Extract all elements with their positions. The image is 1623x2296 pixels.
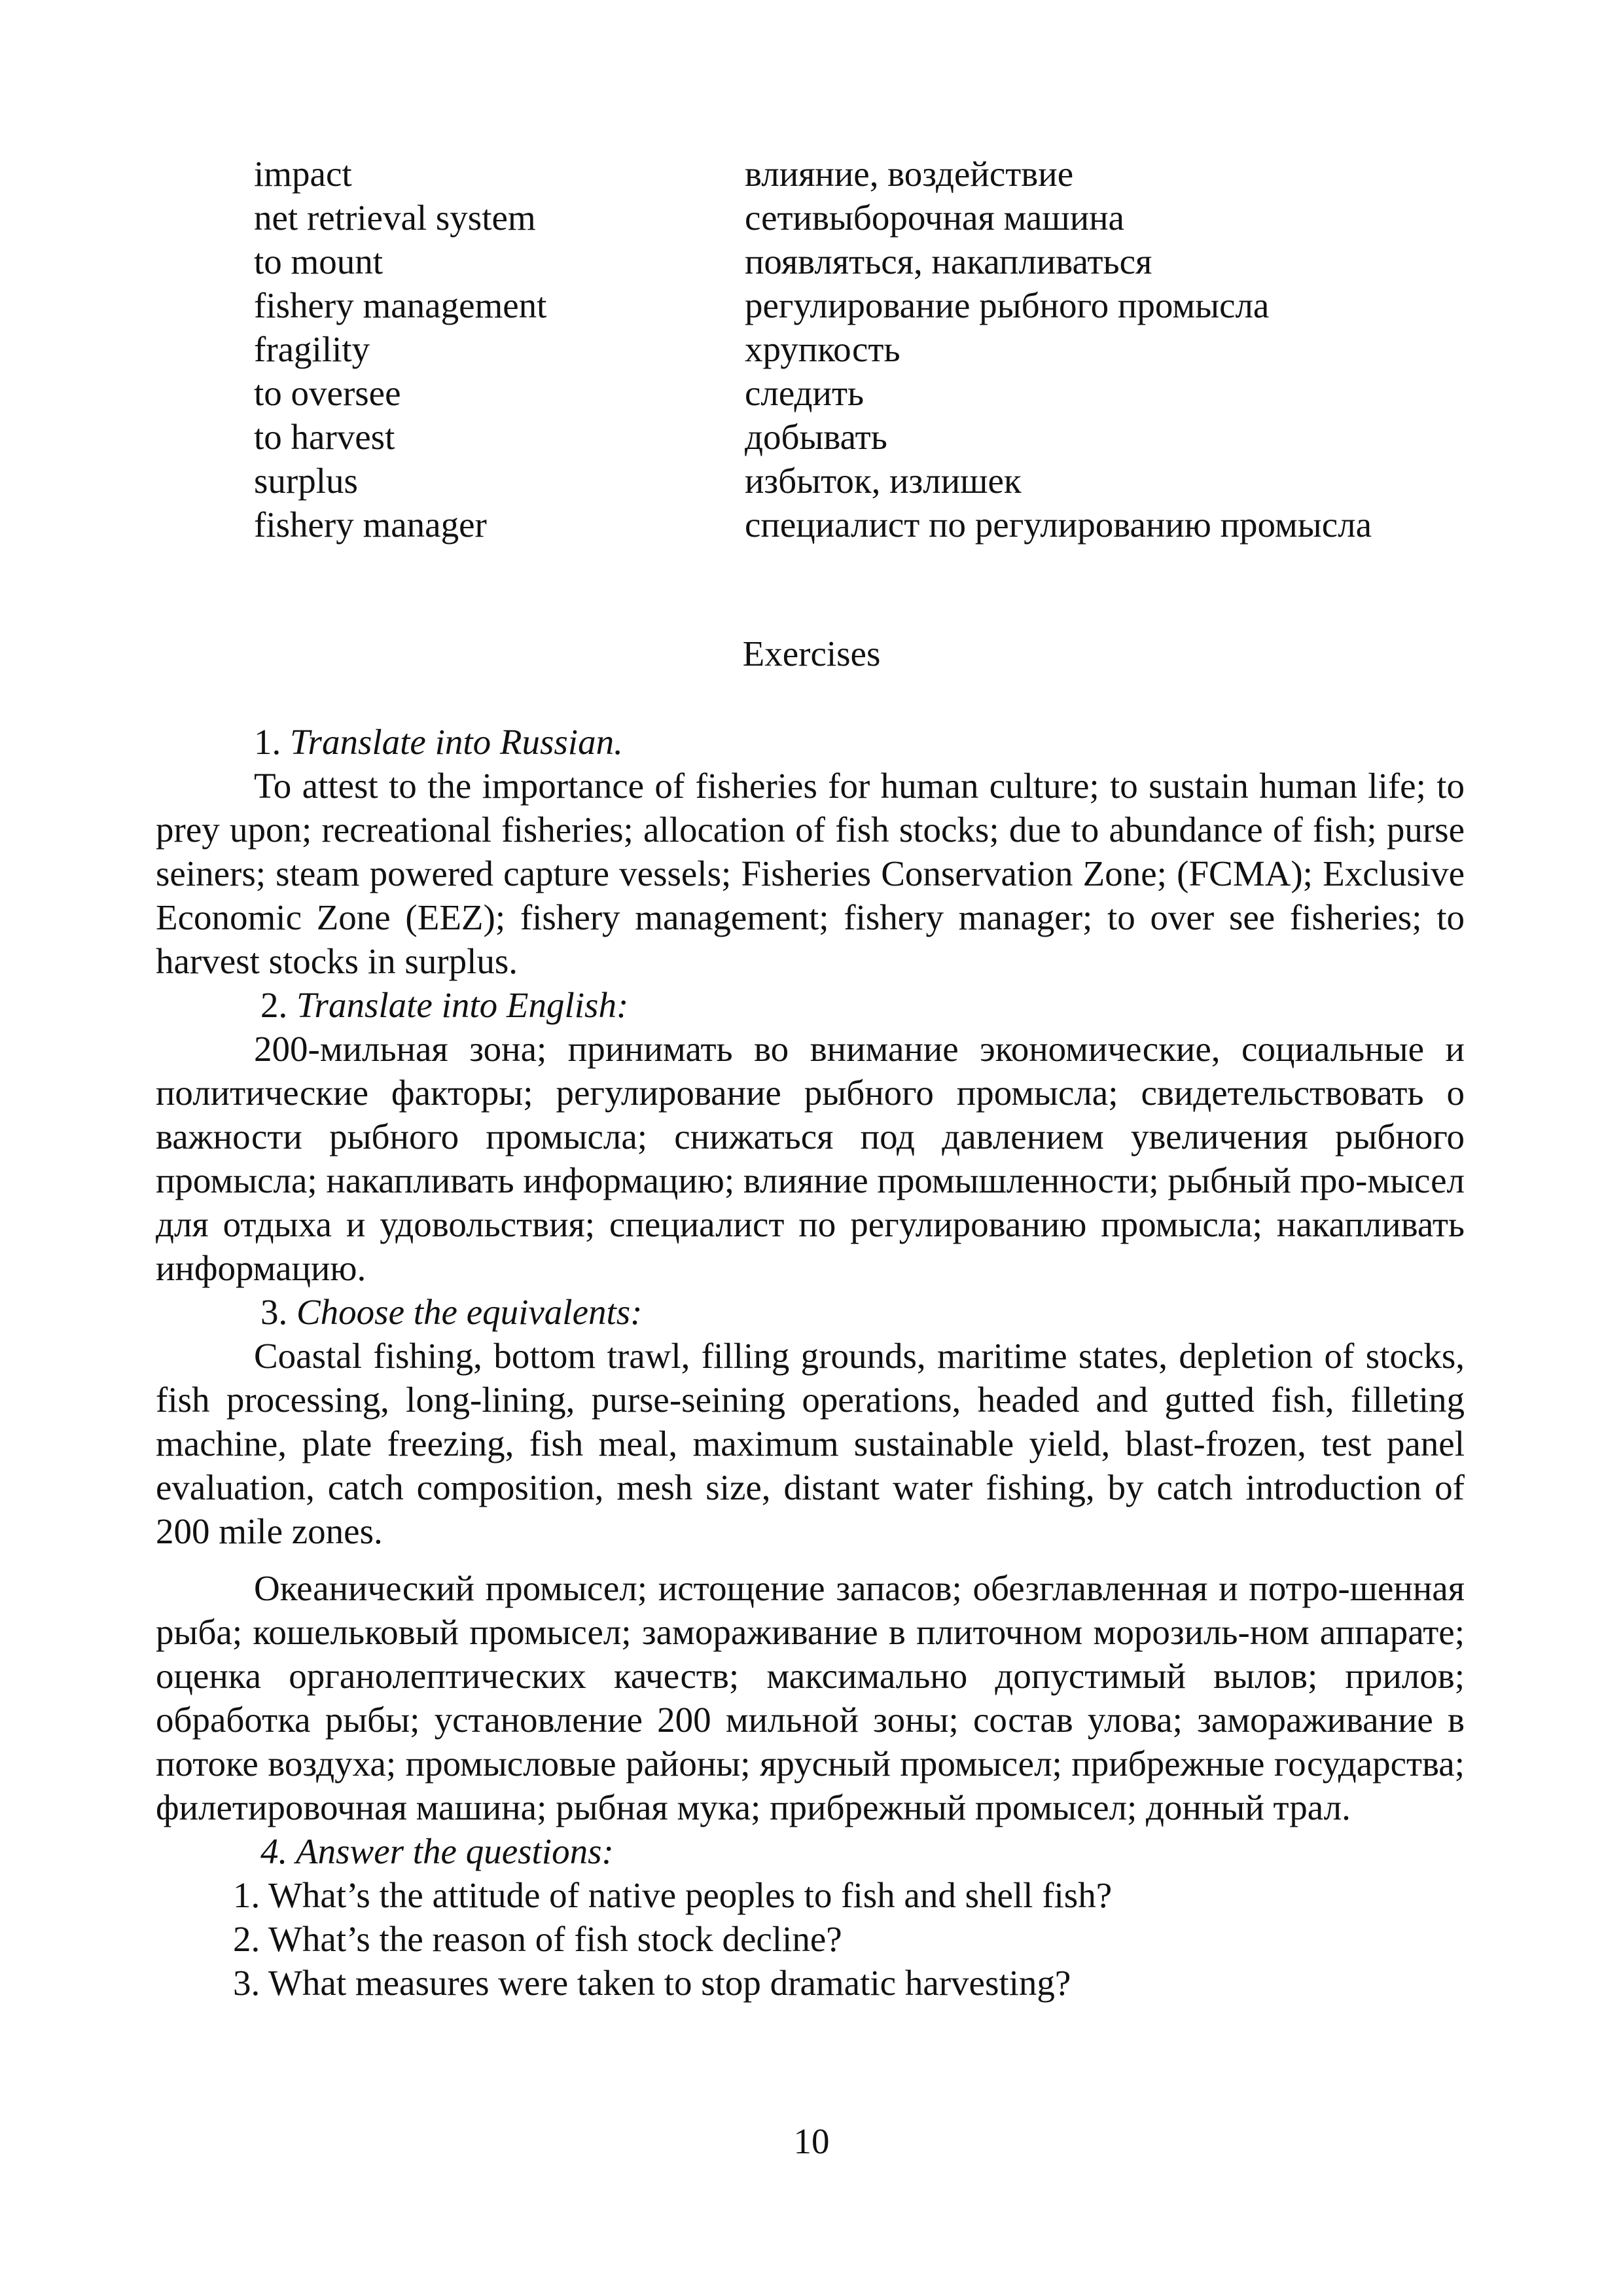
exercise-number: 1. — [254, 722, 281, 762]
vocabulary-entry — [254, 459, 1497, 503]
term-english: surplus — [254, 461, 358, 501]
exercise-number: 2. — [260, 985, 288, 1025]
exercise-3-english-terms: Coastal fishing, bottom trawl, filling grounds, maritime states, depletion of stocks, fish processing, long-lining, purse-seining operations, headed and gutted fish, filleting machine, plate freezing, fish meal, maximum sustainable yield, blast-frozen, test panel evaluation, catch composition, mesh size, distant water fishing, by catch introduction of 200 mile zones. — [156, 1336, 1465, 1551]
term-russian: сетивыборочная машина — [745, 198, 1124, 238]
term-english: net retrieval system — [254, 198, 536, 238]
term-english: to harvest — [254, 417, 395, 457]
term-russian: добывать — [745, 417, 887, 457]
exercise-1-text: To attest to the importance of fisheries for human culture; to sustain human life; to prey upon; recreational fisheries; allocation of fish stocks; due to abundance of fish; purse seiners; steam powered capture vessels; Fisheries Conservation Zone; (FCMA); Exclusive Economic Zone (EEZ); fishery management; fishery manager; to over see fisheries; to harvest stocks in surplus. — [156, 766, 1465, 981]
vocabulary-entry — [254, 152, 1497, 196]
term-russian: специалист по регулированию промысла — [745, 505, 1372, 545]
term-russian: регулирование рыбного промысла — [745, 285, 1270, 325]
exercise-instruction: Translate into English: — [296, 985, 629, 1025]
page-number: 10 — [793, 2121, 830, 2161]
section-heading — [0, 632, 1623, 675]
exercise-number: 3. — [260, 1292, 288, 1332]
exercises-content — [156, 720, 1465, 2005]
term-english: fragility — [254, 329, 370, 369]
vocabulary-list — [254, 152, 1497, 547]
exercise-1-title — [156, 720, 1465, 764]
exercise-instruction: Choose the equivalents: — [296, 1292, 643, 1332]
vocabulary-entry — [254, 196, 1497, 240]
term-russian: избыток, излишек — [745, 461, 1022, 501]
term-russian: появляться, накапливаться — [745, 242, 1152, 281]
term-english: impact — [254, 154, 352, 194]
term-russian: влияние, воздействие — [745, 154, 1074, 194]
vocabulary-entry — [254, 503, 1497, 547]
exercise-2-title — [156, 983, 1465, 1027]
vocabulary-entry — [254, 283, 1497, 327]
term-english: fishery management — [254, 285, 547, 325]
exercise-2-text: 200-мильная зона; принимать во внимание экономические, социальные и политические факторы; регулирование рыбного промысла; свидетельствовать о важности рыбного промысла; снижаться под давлением увеличения рыбного промысла; накапливать информацию; влияние промышленности; рыбный про-мысел для отдыха и удовольствия; специалист по регулированию промысла; накапливать информацию. — [156, 1029, 1465, 1288]
vocabulary-entry — [254, 371, 1497, 415]
exercises-heading: Exercises — [742, 634, 881, 673]
term-english: to oversee — [254, 373, 401, 413]
vocabulary-entry — [254, 327, 1497, 371]
question-item: 2. What’s the reason of fish stock decline? — [233, 1919, 842, 1959]
term-english: fishery manager — [254, 505, 487, 545]
exercise-3-russian-terms: Океанический промысел; истощение запасов; обезглавленная и потро-шенная рыба; кошельковый промысел; замораживание в плиточном морозиль-ном аппарате; оценка органолептических качеств; максимально допустимый вылов; прилов; обработка рыбы; установление 200 мильной зоны; состав улова; замораживание в потоке воздуха; промысловые районы; ярусный промысел; прибрежные государства; филетировочная машина; рыбная мука; прибрежный промысел; донный трал. — [156, 1568, 1465, 1827]
questions-list — [156, 1873, 1465, 2005]
exercise-instruction: Translate into Russian. — [290, 722, 623, 762]
term-russian: следить — [745, 373, 865, 413]
exercise-3-title — [156, 1290, 1465, 1334]
vocabulary-entry — [254, 240, 1497, 283]
exercise-4-title: 4. Answer the questions: — [260, 1831, 614, 1871]
term-russian: хрупкость — [745, 329, 901, 369]
term-english: to mount — [254, 242, 383, 281]
vocabulary-entry — [254, 415, 1497, 459]
question-item: 3. What measures were taken to stop dramatic harvesting? — [233, 1963, 1071, 2003]
question-item: 1. What’s the attitude of native peoples to fish and shell fish? — [233, 1875, 1113, 1915]
